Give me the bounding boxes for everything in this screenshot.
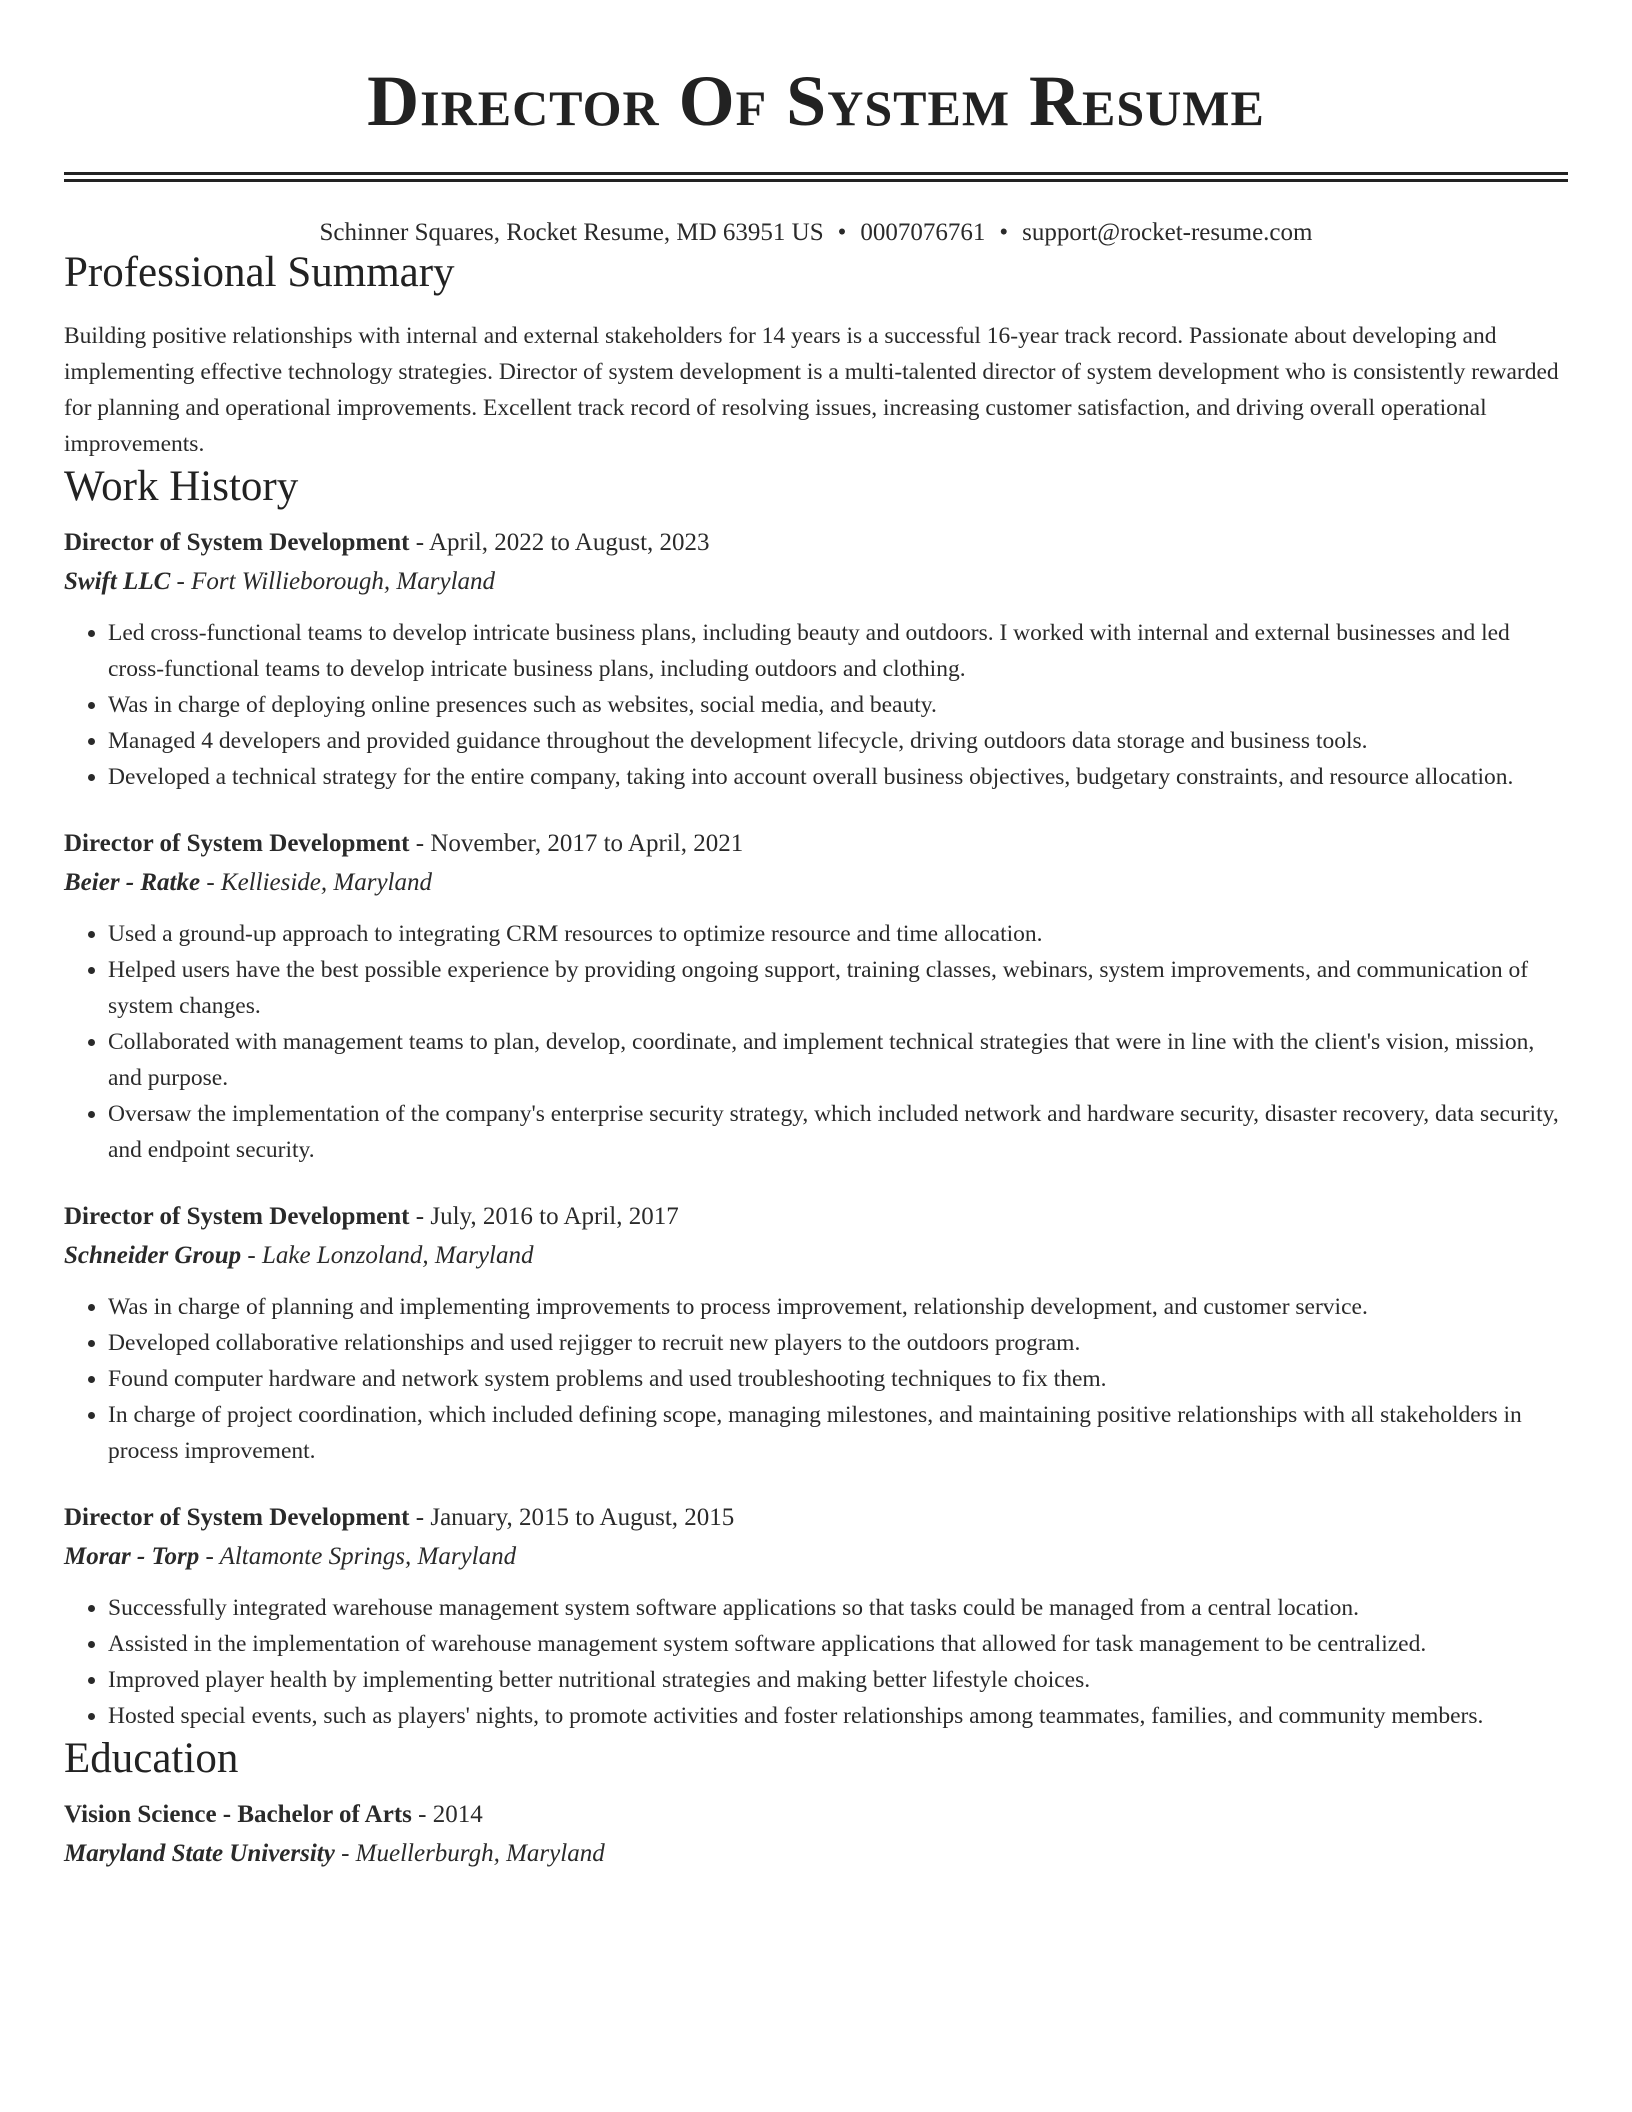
- job-location: - Kellieside, Maryland: [200, 869, 432, 896]
- job-bullet: • Assisted in the implementation of warehouse management system software applications that allowed for task management to be centralized.: [108, 1626, 1568, 1662]
- job-bullet: • Found computer hardware and network system problems and used troubleshooting techniques to fix them.: [108, 1361, 1568, 1397]
- job-bullets: [64, 1590, 1568, 1734]
- job-bullet: • Hosted special events, such as players' nights, to promote activities and foster relationships among teammates, families, and community members.: [108, 1698, 1568, 1734]
- contact-line: [64, 218, 1568, 248]
- education-location: - Muellerburgh, Maryland: [334, 1840, 605, 1867]
- job-entry: [64, 1200, 1568, 1469]
- job-title: Director of System Development: [64, 529, 410, 556]
- education-degree-line: [64, 1798, 1568, 1832]
- job-company: Swift LLC: [64, 568, 171, 595]
- job-dates: - April, 2022 to August, 2023: [409, 529, 710, 556]
- contact-separator: •: [999, 219, 1009, 246]
- job-location: - Lake Lonzoland, Maryland: [241, 1242, 534, 1269]
- job-company: Beier - Ratke: [64, 869, 201, 896]
- job-bullet: • Led cross-functional teams to develop intricate business plans, including beauty and outdoors. I worked with internal and external businesses and led cross-functional teams to develop intricate business plans, including outdoors and clothing.: [108, 615, 1568, 687]
- education-year: - 2014: [411, 1801, 483, 1828]
- job-bullets: [64, 1289, 1568, 1469]
- job-bullet: • Was in charge of planning and implementing improvements to process improvement, relationship development, and customer service.: [108, 1289, 1568, 1325]
- contact-phone: 0007076761: [860, 219, 986, 246]
- education-entry: [64, 1798, 1568, 1871]
- job-location: - Fort Willieborough, Maryland: [170, 568, 496, 595]
- job-bullet: • Was in charge of deploying online presences such as websites, social media, and beauty.: [108, 687, 1568, 723]
- job-dates: - January, 2015 to August, 2015: [409, 1504, 735, 1531]
- summary-text: Building positive relationships with internal and external stakeholders for 14 years is a successful 16-year track record. Passionate about developing and implementing effective technology strategies. Director of system development is a multi-talented director of system development who is consistently rewarded for planning and operational improvements. Excellent track record of resolving issues, increasing customer satisfaction, and driving overall operational improvements.: [64, 323, 1559, 457]
- job-title: Director of System Development: [64, 1504, 410, 1531]
- job-company-line: [64, 866, 1568, 900]
- job-entry: [64, 827, 1568, 1168]
- job-bullets: [64, 615, 1568, 795]
- job-entry: [64, 1501, 1568, 1734]
- job-bullet: • Collaborated with management teams to plan, develop, coordinate, and implement technical strategies that were in line with the client's vision, mission, and purpose.: [108, 1024, 1568, 1096]
- job-company: Morar - Torp: [64, 1543, 200, 1570]
- job-bullet: • Helped users have the best possible experience by providing ongoing support, training classes, webinars, system improvements, and communication of system changes.: [108, 952, 1568, 1024]
- job-dates: - July, 2016 to April, 2017: [409, 1203, 679, 1230]
- education-school: Maryland State University: [64, 1840, 335, 1867]
- education-school-line: [64, 1837, 1568, 1871]
- work-history-heading: Work History: [64, 463, 299, 510]
- job-company-line: [64, 1239, 1568, 1273]
- job-company-line: [64, 1540, 1568, 1574]
- job-bullet: • Oversaw the implementation of the company's enterprise security strategy, which included network and hardware security, disaster recovery, data security, and endpoint security.: [108, 1096, 1568, 1168]
- resume-title: Director Of System Resume: [367, 61, 1265, 141]
- job-entry: [64, 526, 1568, 795]
- job-title: Director of System Development: [64, 1203, 410, 1230]
- job-dates: - November, 2017 to April, 2021: [409, 830, 744, 857]
- title-double-rule: [64, 172, 1568, 182]
- summary-heading: Professional Summary: [64, 249, 455, 296]
- job-company-line: [64, 565, 1568, 599]
- job-bullet: • Developed a technical strategy for the entire company, taking into account overall business objectives, budgetary constraints, and resource allocation.: [108, 759, 1568, 795]
- contact-address: Schinner Squares, Rocket Resume, MD 63951 US: [319, 219, 824, 246]
- education-degree: Vision Science - Bachelor of Arts: [64, 1801, 412, 1828]
- job-title-line: [64, 827, 1568, 861]
- education-heading: Education: [64, 1735, 239, 1782]
- job-bullet: • Used a ground-up approach to integrating CRM resources to optimize resource and time allocation.: [108, 916, 1568, 952]
- job-bullets: [64, 916, 1568, 1168]
- contact-email: support@rocket-resume.com: [1022, 219, 1313, 246]
- job-title-line: [64, 1200, 1568, 1234]
- job-bullet: • Managed 4 developers and provided guidance throughout the development lifecycle, driving outdoors data storage and business tools.: [108, 723, 1568, 759]
- job-company: Schneider Group: [64, 1242, 242, 1269]
- job-bullet: • Developed collaborative relationships and used rejigger to recruit new players to the outdoors program.: [108, 1325, 1568, 1361]
- job-title-line: [64, 526, 1568, 560]
- job-location: - Altamonte Springs, Maryland: [199, 1543, 517, 1570]
- job-bullet: • In charge of project coordination, which included defining scope, managing milestones, and maintaining positive relationships with all stakeholders in process improvement.: [108, 1397, 1568, 1469]
- job-title: Director of System Development: [64, 830, 410, 857]
- contact-separator: •: [837, 219, 847, 246]
- job-bullet: • Improved player health by implementing better nutritional strategies and making better lifestyle choices.: [108, 1662, 1568, 1698]
- job-title-line: [64, 1501, 1568, 1535]
- job-bullet: • Successfully integrated warehouse management system software applications so that tasks could be managed from a central location.: [108, 1590, 1568, 1626]
